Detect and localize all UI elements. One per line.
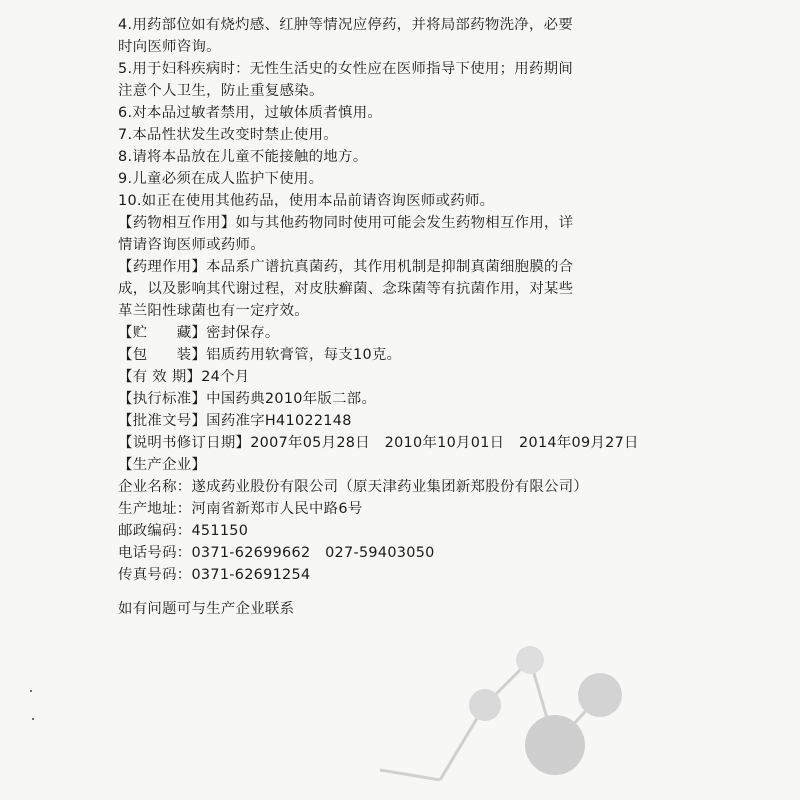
text-line: 【生产企业】 <box>118 457 207 473</box>
text-line: 传真号码：0371-62691254 <box>118 567 311 583</box>
text-line: 【包 装】铝质药用软膏管，每支10克。 <box>118 347 402 363</box>
text-line: 电话号码：0371-62699662 027-59403050 <box>118 545 435 561</box>
scan-speck <box>32 718 34 720</box>
text-line: 【执行标准】中国药典2010年版二部。 <box>118 391 377 407</box>
scan-speck <box>30 690 32 692</box>
footer-note: 如有问题可与生产企业联系 <box>118 601 295 617</box>
text-line: 8.请将本品放在儿童不能接触的地方。 <box>118 149 368 165</box>
text-line: 4.用药部位如有烧灼感、红肿等情况应停药，并将局部药物洗净，必要 <box>118 17 574 33</box>
text-line: 成，以及影响其代谢过程，对皮肤癣菌、念珠菌等有抗菌作用，对某些 <box>118 281 574 297</box>
text-line: 注意个人卫生，防止重复感染。 <box>118 83 324 99</box>
spacer <box>118 586 678 598</box>
text-line: 生产地址：河南省新郑市人民中路6号 <box>118 501 363 517</box>
leaflet-text <box>118 14 678 620</box>
text-line: 【有 效 期】24个月 <box>118 369 250 385</box>
text-line: 【药物相互作用】如与其他药物同时使用可能会发生药物相互作用，详 <box>118 215 574 231</box>
text-line: 6.对本品过敏者禁用，过敏体质者慎用。 <box>118 105 383 121</box>
text-line: 邮政编码：451150 <box>118 523 249 539</box>
text-line: 时向医师咨询。 <box>118 39 221 55</box>
text-line: 企业名称：遂成药业股份有限公司（原天津药业集团新郑股份有限公司） <box>118 479 589 495</box>
text-line: 革兰阳性球菌也有一定疗效。 <box>118 303 309 319</box>
molecule-illustration <box>330 630 660 800</box>
text-line: 【批准文号】国药准字H41022148 <box>118 413 352 429</box>
text-line: 情请咨询医师或药师。 <box>118 237 265 253</box>
text-line: 9.儿童必须在成人监护下使用。 <box>118 171 324 187</box>
text-line: 【说明书修订日期】2007年05月28日 2010年10月01日 2014年09月27日 <box>118 435 639 451</box>
text-line: 【贮 藏】密封保存。 <box>118 325 280 341</box>
text-line: 7.本品性状发生改变时禁止使用。 <box>118 127 338 143</box>
text-line: 10.如正在使用其他药品，使用本品前请咨询医师或药师。 <box>118 193 495 209</box>
text-line: 5.用于妇科疾病时：无性生活史的女性应在医师指导下使用；用药期间 <box>118 61 574 77</box>
text-line: 【药理作用】本品系广谱抗真菌药，其作用机制是抑制真菌细胞膜的合 <box>118 259 574 275</box>
